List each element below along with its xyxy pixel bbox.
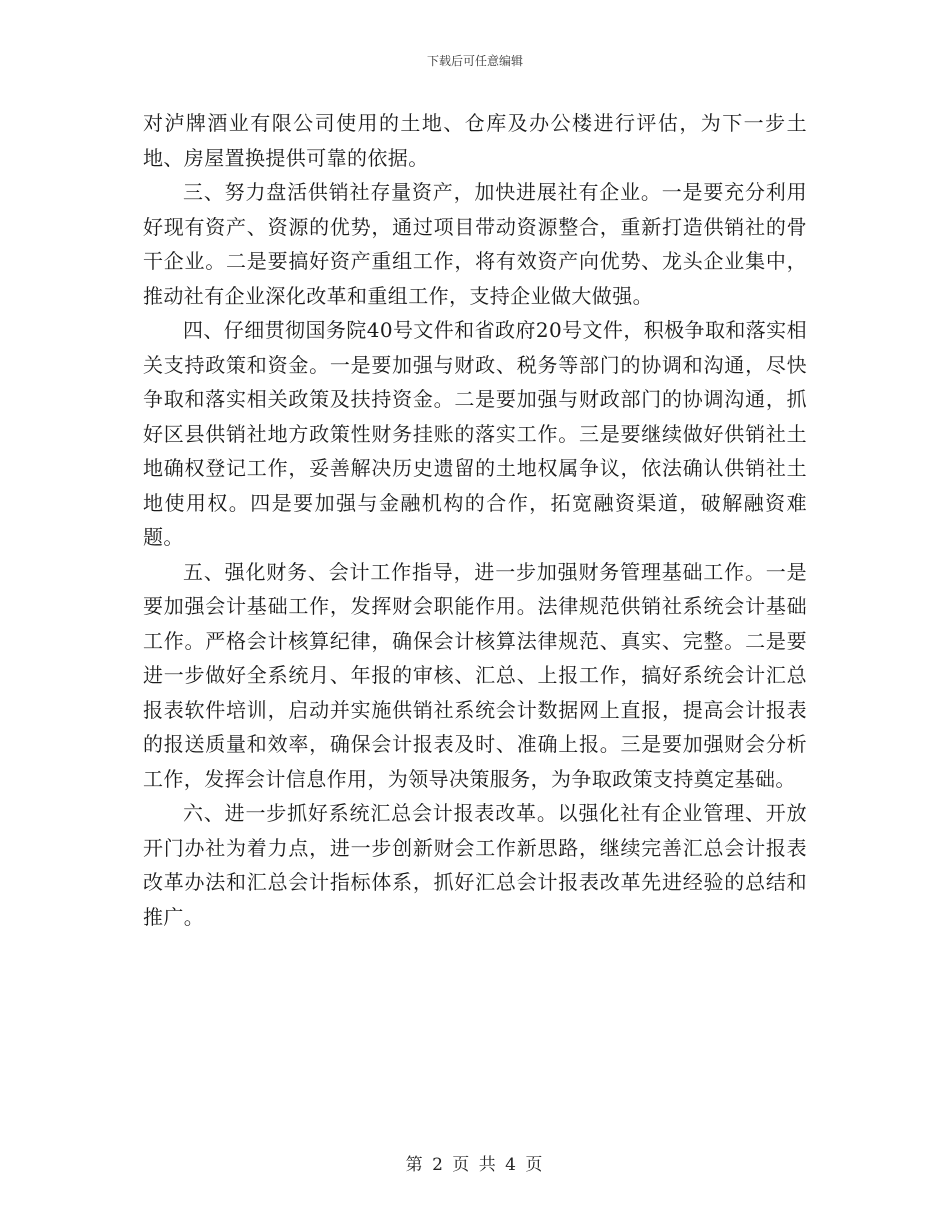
document-body: [143, 106, 807, 934]
paragraph-4: 五、强化财务、会计工作指导，进一步加强财务管理基础工作。一是要加强会计基础工作，发挥财会职能作用。法律规范供销社系统会计基础工作。严格会计核算纪律，确保会计核算法律规范、真实、完整。二是要进一步做好全系统月、年报的审核、汇总、上报工作，搞好系统会计汇总报表软件培训，启动并实施供销社系统会计数据网上直报，提高会计报表的报送质量和效率，确保会计报表及时、准确上报。三是要加强财会分析工作，发挥会计信息作用，为领导决策服务，为争取政策支持奠定基础。: [143, 559, 807, 791]
paragraph-2: 三、努力盘活供销社存量资产，加快进展社有企业。一是要充分利用好现有资产、资源的优势，通过项目带动资源整合，重新打造供销社的骨干企业。二是要搞好资产重组工作，将有效资产向优势、龙头企业集中，推动社有企业深化改革和重组工作，支持企业做大做强。: [143, 180, 807, 308]
paragraph-3: 四、仔细贯彻国务院40号文件和省政府20号文件，积极争取和落实相关支持政策和资金。一是要加强与财政、税务等部门的协调和沟通，尽快争取和落实相关政策及扶持资金。二是要加强与财政部门的协调沟通，抓好区县供销社地方政策性财务挂账的落实工作。三是要继续做好供销社土地确权登记工作，妥善解决历史遗留的土地权属争议，依法确认供销社土地使用权。四是要加强与金融机构的合作，拓宽融资渠道，破解融资难题。: [143, 318, 807, 549]
paragraph-1: 对泸牌酒业有限公司使用的土地、仓库及办公楼进行评估，为下一步土地、房屋置换提供可靠的依据。: [143, 111, 807, 170]
page-header: 下载后可任意编辑: [426, 54, 523, 68]
page-footer: 第 2 页 共 4 页: [405, 1155, 545, 1175]
paragraph-5: 六、进一步抓好系统汇总会计报表改革。以强化社有企业管理、开放开门办社为着力点，进一步创新财会工作新思路，继续完善汇总会计报表改革办法和汇总会计指标体系，抓好汇总会计报表改革先进经验的总结和推广。: [143, 801, 807, 929]
